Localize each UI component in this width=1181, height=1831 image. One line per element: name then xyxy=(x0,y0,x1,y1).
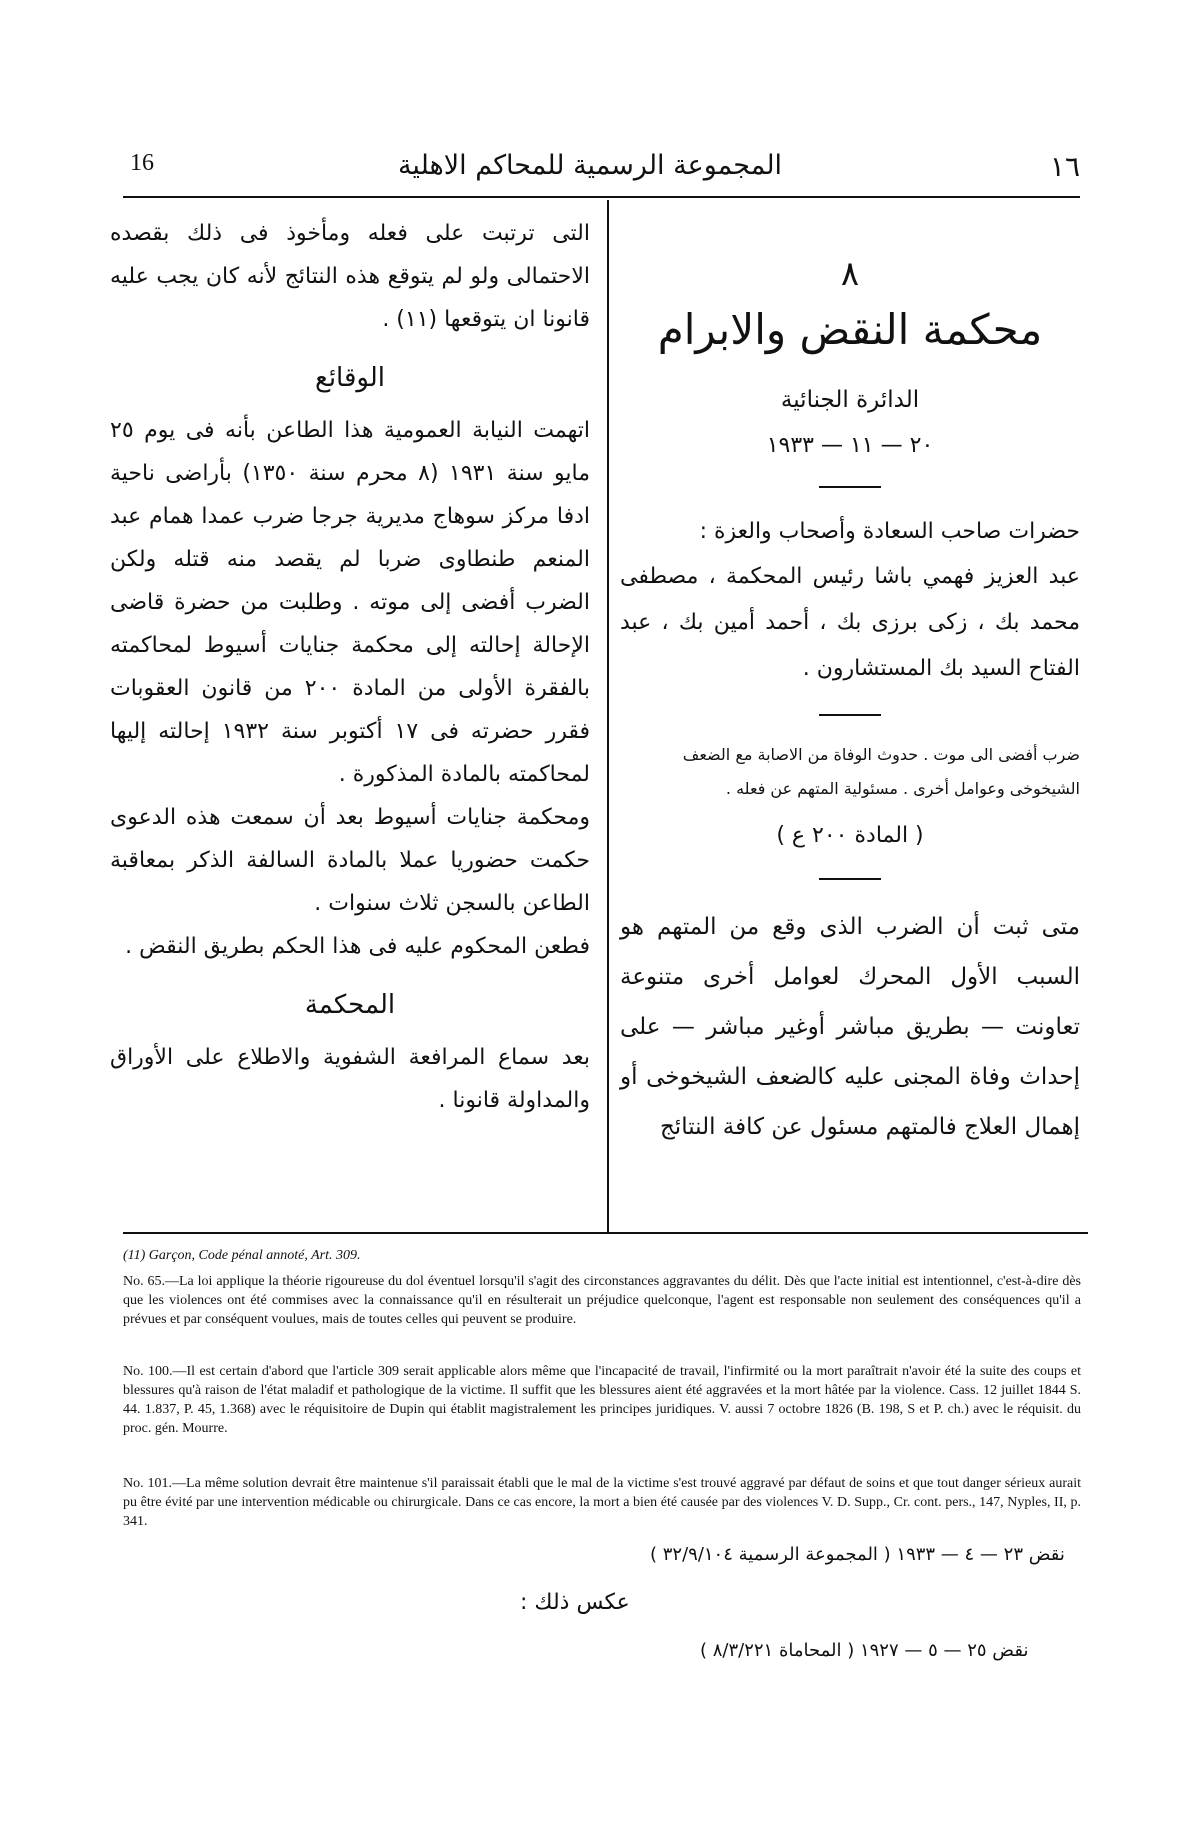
separator-rule xyxy=(819,714,881,716)
footnote-no-101: No. 101.—La même solution devrait être maintenue s'il paraissait établi que le mal de la victime s'est trouvé aggravé par défaut de soins et que tout danger sérieux aurait pu être évité par une intervention médicable ou chirurgicale. Dans ce cas encore, la mort a bien été causée par des violences V. D. Supp., Cr. cont. pers., 147, Nyples, II, p. 341. xyxy=(123,1476,1081,1529)
footnote-no-65: No. 65.—La loi applique la théorie rigoureuse du dol éventuel lorsqu'il s'agit des circonstances aggravantes du délit. Dès que l'acte initial est intentionnel, c'est-à-dire dès que les violences ont été commises avec la connaissance qu'il en résulterait un préjudice quelconque, l'agent est responsable non seulement des conséquences qu'il a prévues et par conséquent voulues, mais de toutes celles qui peuvent se produire. xyxy=(123,1274,1081,1327)
principle-continued: التى ترتبت على فعله ومأخوذ فى ذلك بقصده الاحتمالى ولو لم يتوقع هذه النتائج لأنه كان يجب عليه قانونا ان يتوقعها (١١) . xyxy=(110,221,590,332)
facts-paragraph: اتهمت النيابة العمومية هذا الطاعن بأنه فى يوم ٢٥ مايو سنة ١٩٣١ (٨ محرم سنة ١٣٥٠) بأراضى ناحية ادفا مركز سوهاج مديرية جرجا ضرب عمدا همام عبد المنعم طنطاوى ضربا لم يقصد منه قتله ولكن الضرب أفضى إلى موته . وطلبت من حضرة قاضى الإحالة إحالته إلى محكمة جنايات أسيوط لمحاكمته بالفقرة الأولى من المادة ٢٠٠ من قانون العقوبات فقرر حضرته فى ١٧ أكتوبر سنة ١٩٣٢ إحالته إليها لمحاكمته بالمادة المذكورة . xyxy=(110,418,590,787)
judges-list: عبد العزيز فهمي باشا رئيس المحكمة ، مصطفى محمد بك ، زكى برزى بك ، أحمد أمين بك ، عبد الفتاح السيد بك المستشارون . xyxy=(620,564,1080,681)
header-rule xyxy=(123,196,1080,198)
separator-rule xyxy=(819,486,881,488)
court-paragraph: بعد سماع المرافعة الشفوية والاطلاع على الأوراق والمداولة قانونا . xyxy=(110,1045,590,1113)
case-number: ٨ xyxy=(840,254,860,294)
reference-cassation-1927: نقض ٢٥ — ٥ — ١٩٢٧ ( المحاماة ٨/٣/٢٢١ ) xyxy=(700,1640,1029,1661)
page-number-latin: 16 xyxy=(130,150,154,176)
running-title: المجموعة الرسمية للمحاكم الاهلية xyxy=(397,150,783,181)
article-reference: ( المادة ٢٠٠ ع ) xyxy=(776,823,924,848)
page-number-arabic: ١٦ xyxy=(1049,150,1080,183)
separator-rule xyxy=(819,878,881,880)
facts-paragraph: فطعن المحكوم عليه فى هذا الحكم بطريق النقض . xyxy=(125,934,590,959)
judgment-date: ٢٠ — ١١ — ١٩٣٣ xyxy=(766,433,934,458)
contra-label: عكس ذلك : xyxy=(520,1590,630,1615)
court-heading: المحكمة xyxy=(304,990,396,1020)
footnote-rule xyxy=(123,1232,1088,1234)
facts-paragraph: ومحكمة جنايات أسيوط بعد أن سمعت هذه الدعوى حكمت حضوريا عملا بالمادة السالفة الذكر بمعاقبة الطاعن بالسجن ثلاث سنوات . xyxy=(110,805,590,916)
left-column xyxy=(110,212,590,1122)
court-circuit: الدائرة الجنائية xyxy=(780,387,920,413)
footnote-no-100: No. 100.—Il est certain d'abord que l'article 309 serait applicable alors même que l'incapacité de travail, l'infirmité ou la mort paraîtrait n'avoir été la suite des coups et blessures qu'à raison de l'état maladif et pathologique de la victime. Il suffit que les blessures aient été aggravées et la mort hâtée par la violence. Cass. 12 juillet 1844 S. 44. 1.837, P. 45, 1.368) avec le réquisitoire de Dupin qui établit magistralement les principes juridiques. V. aussi 7 octobre 1826 (B. 198, S et P. ch.) avec le réquisit. du proc. gén. Mourre. xyxy=(123,1364,1081,1436)
reference-cassation-1933: نقض ٢٣ — ٤ — ١٩٣٣ ( المجموعة الرسمية ٣٢/٩/١٠٤ ) xyxy=(650,1544,1065,1565)
footnote-citation: (11) Garçon, Code pénal annoté, Art. 309. xyxy=(123,1248,361,1263)
column-divider xyxy=(607,200,609,1232)
court-name: محكمة النقض والابرام xyxy=(657,305,1043,354)
case-summary: ضرب أفضى الى موت . حدوث الوفاة من الاصابة مع الضعف الشيخوخى وعوامل أخرى . مسئولية المتهم عن فعله . xyxy=(682,745,1080,798)
legal-principle: متى ثبت أن الضرب الذى وقع من المتهم هو السبب الأول المحرك لعوامل أخرى متنوعة تعاونت — بطريق مباشر أوغير مباشر — على إحداث وفاة المجنى عليه كالضعف الشيخوخى أو إهمال العلاج فالمتهم مسئول عن كافة النتائج xyxy=(620,914,1080,1140)
judges-intro: حضرات صاحب السعادة وأصحاب والعزة : xyxy=(699,519,1080,544)
facts-heading: الوقائع xyxy=(314,363,385,393)
right-column xyxy=(620,212,1080,1152)
